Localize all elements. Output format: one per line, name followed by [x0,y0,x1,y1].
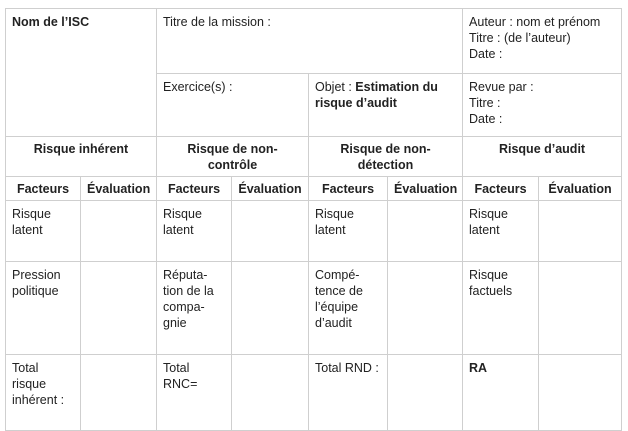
evaluation-cell [388,355,463,431]
factor-text: latent [163,223,194,237]
evaluation-cell [539,355,622,431]
audit-factor-1 [463,201,539,262]
evaluation-cell [81,201,157,262]
factor-text: latent [469,223,500,237]
factor-text: Pression [12,268,61,282]
isc-name-label: Nom de l’ISC [12,15,90,29]
factor-text: gnie [163,316,187,330]
total-text: Total [163,361,190,375]
total-text: Total [12,361,39,375]
subheader-factors: Facteurs [157,177,232,201]
evaluation-cell [388,262,463,355]
subheader-factors: Facteurs [309,177,388,201]
total-text: inhérent : [12,393,65,407]
evaluation-cell [232,201,309,262]
inherent-total [6,355,81,431]
evaluation-cell [232,355,309,431]
object-label: Objet : [315,80,356,94]
total-text: RA [469,361,488,375]
factor-text: Compé- [315,268,360,282]
factor-text: latent [12,223,43,237]
review-title-line: Titre : [469,96,501,110]
evaluation-cell [388,201,463,262]
detection-factor-1 [309,201,388,262]
audit-risk-table [5,8,622,431]
author-date-line: Date : [469,47,503,61]
exercise-cell [157,74,309,137]
factor-text: tence de [315,284,363,298]
object-value-line2: risque d’audit [315,96,397,110]
author-title-line: Titre : (de l’auteur) [469,31,571,45]
isc-name-cell [6,9,157,137]
review-cell [463,74,622,137]
subheader-evaluation: Évaluation [539,177,622,201]
factor-text: Risque [469,207,508,221]
object-value-line1: Estimation du [355,80,438,94]
factor-text: politique [12,284,59,298]
total-text: Total RND : [315,361,379,375]
factor-text: factuels [469,284,513,298]
detection-total [309,355,388,431]
factor-text: Risque [12,207,51,221]
evaluation-cell [81,262,157,355]
subheader-factors: Facteurs [6,177,81,201]
total-text: risque [12,377,47,391]
review-date-line: Date : [469,112,503,126]
factor-text: Risque [163,207,202,221]
factor-text: tion de la [163,284,214,298]
header-audit-risk: Risque d’audit [463,137,622,177]
mission-title-label: Titre de la mission : [163,15,271,29]
factor-text: compa- [163,300,205,314]
review-by-line: Revue par : [469,80,534,94]
factor-text: Risque [469,268,508,282]
audit-total [463,355,539,431]
evaluation-cell [539,262,622,355]
evaluation-cell [232,262,309,355]
detection-factor-2 [309,262,388,355]
control-factor-1 [157,201,232,262]
author-cell [463,9,622,74]
evaluation-cell [539,201,622,262]
audit-factor-2 [463,262,539,355]
object-cell [309,74,463,137]
mission-title-cell [157,9,463,74]
subheader-evaluation: Évaluation [388,177,463,201]
header-control-risk: Risque de non-contrôle [157,137,309,177]
control-total [157,355,232,431]
inherent-factor-2 [6,262,81,355]
factor-text: latent [315,223,346,237]
factor-text: Réputa- [163,268,208,282]
total-text: RNC= [163,377,198,391]
header-inherent-risk: Risque inhérent [6,137,157,177]
header-detection-risk: Risque de non-détection [309,137,463,177]
factor-text: l’équipe [315,300,359,314]
exercise-label: Exercice(s) : [163,80,233,94]
evaluation-cell [81,355,157,431]
factor-text: Risque [315,207,354,221]
factor-text: d’audit [315,316,352,330]
author-name-line: Auteur : nom et prénom [469,15,601,29]
control-factor-2 [157,262,232,355]
inherent-factor-1 [6,201,81,262]
subheader-factors: Facteurs [463,177,539,201]
subheader-evaluation: Évaluation [81,177,157,201]
subheader-evaluation: Évaluation [232,177,309,201]
